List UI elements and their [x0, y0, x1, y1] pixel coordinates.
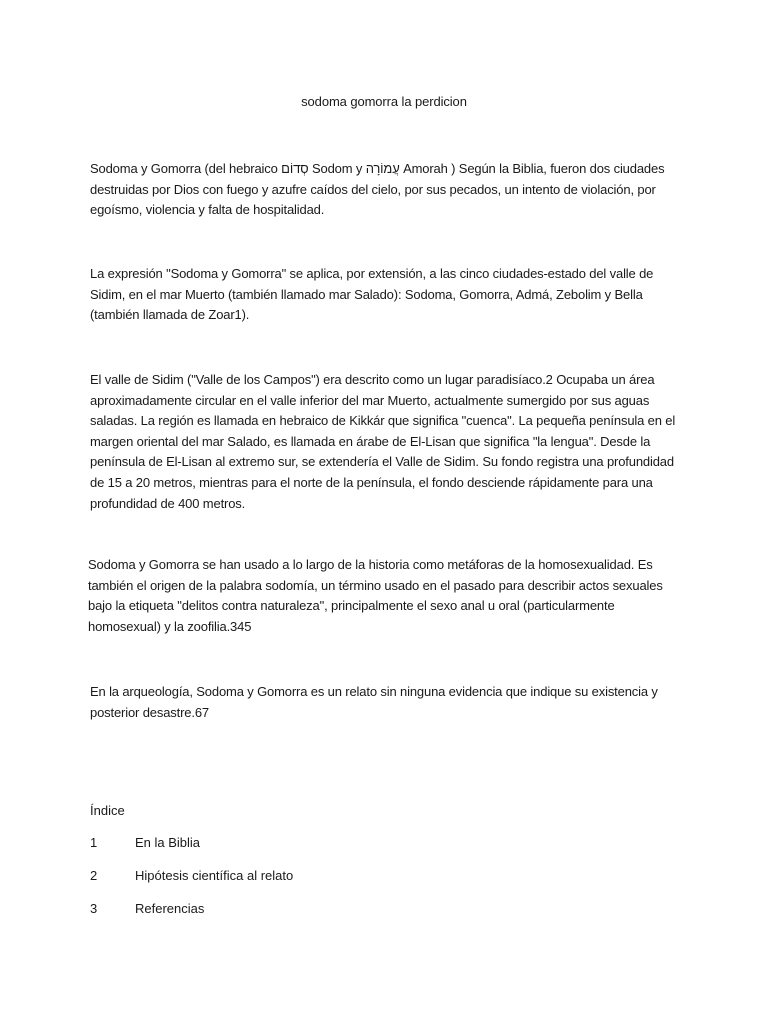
- index-item-number: 1: [90, 835, 98, 850]
- paragraph-intro: Sodoma y Gomorra (del hebraico סְדוֹם Sodom y עֲמוֹרָה Amorah ) Según la Biblia, fueron dos ciudades destruidas por Dios con fuego y azufre caídos del cielo, por sus pecados, un intento de violación, por egoísmo, violencia y falta de hospitalidad.: [90, 161, 665, 218]
- index-item-label: En la Biblia: [135, 835, 201, 850]
- index-item[interactable]: [90, 867, 490, 885]
- index-item-label: Referencias: [135, 901, 205, 916]
- index-heading: Índice: [90, 803, 125, 818]
- index-item[interactable]: [90, 900, 490, 918]
- index-item-number: 2: [90, 868, 98, 883]
- paragraph-archaeology: En la arqueología, Sodoma y Gomorra es un relato sin ninguna evidencia que indique su existencia y posterior desastre.67: [90, 684, 658, 720]
- document-title: sodoma gomorra la perdicion: [301, 94, 467, 109]
- index-item-label: Hipótesis científica al relato: [135, 868, 294, 883]
- index-item-number: 3: [90, 901, 98, 916]
- paragraph-expression: La expresión "Sodoma y Gomorra" se aplica, por extensión, a las cinco ciudades-estado del valle de Sidim, en el mar Muerto (también llamado mar Salado): Sodoma, Gomorra, Admá, Zebolim y Bella (también llamada de Zoar1).: [90, 266, 654, 323]
- index-item[interactable]: [90, 834, 490, 852]
- paragraph-valle-de-sidim: El valle de Sidim ("Valle de los Campos") era descrito como un lugar paradisíaco.2 Ocupaba un área aproximadamente circular en el valle inferior del mar Muerto, actualmente sumergido por sus aguas saladas. La región es llamada en hebraico de Kikkár que significa "cuenca". La pequeña península en el margen oriental del mar Salado, es llamada en árabe de El-Lisan que significa "la lengua". Desde la península de El-Lisan al extremo sur, se extendería el Valle de Sidim. Su fondo registra una profundidad de 15 a 20 metros, mientras para el norte de la península, el fondo desciende rápidamente para una profundidad de 400 metros.: [90, 372, 676, 511]
- paragraph-metaphor: Sodoma y Gomorra se han usado a lo largo de la historia como metáforas de la homosexualidad. Es también el origen de la palabra sodomía, un término usado en el pasado para describir actos sexuales bajo la etiqueta "delitos contra naturaleza", principalmente el sexo anal u oral (particularmente homosexual) y la zoofilia.345: [88, 557, 663, 634]
